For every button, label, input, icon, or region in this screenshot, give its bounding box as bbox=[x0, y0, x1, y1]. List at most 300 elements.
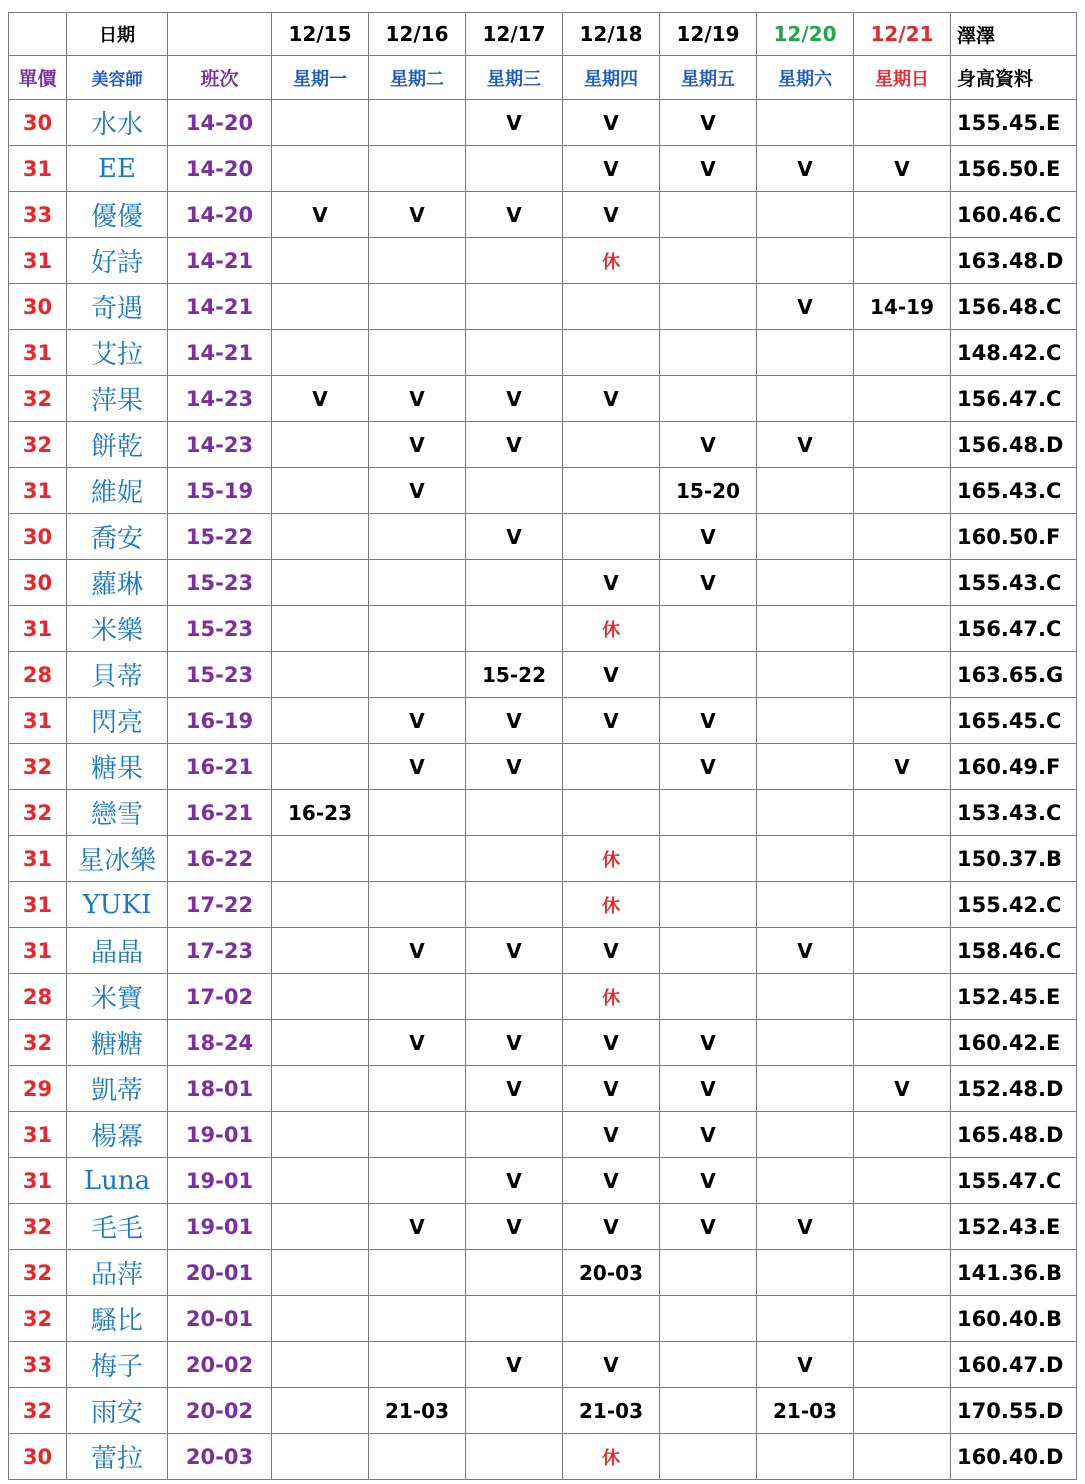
schedule-mark: V bbox=[757, 284, 854, 330]
table-row bbox=[9, 238, 1077, 284]
schedule-cell bbox=[369, 882, 466, 928]
price-cell: 29 bbox=[9, 1066, 67, 1112]
schedule-cell bbox=[854, 100, 951, 146]
schedule-cell bbox=[272, 974, 369, 1020]
schedule-cell bbox=[757, 1112, 854, 1158]
schedule-cell bbox=[757, 974, 854, 1020]
schedule-cell bbox=[757, 560, 854, 606]
shift-cell: 20-02 bbox=[168, 1342, 272, 1388]
schedule-mark: V bbox=[563, 1342, 660, 1388]
table-row bbox=[9, 652, 1077, 698]
height-cell: 156.48.C bbox=[951, 284, 1077, 330]
table-row bbox=[9, 974, 1077, 1020]
schedule-mark: V bbox=[563, 928, 660, 974]
schedule-cell bbox=[272, 1020, 369, 1066]
schedule-cell bbox=[466, 238, 563, 284]
schedule-cell bbox=[272, 514, 369, 560]
height-cell: 155.47.C bbox=[951, 1158, 1077, 1204]
shift-cell: 18-01 bbox=[168, 1066, 272, 1112]
schedule-cell bbox=[854, 652, 951, 698]
shift-cell: 19-01 bbox=[168, 1204, 272, 1250]
schedule-cell bbox=[272, 882, 369, 928]
schedule-cell bbox=[854, 376, 951, 422]
schedule-cell bbox=[660, 1342, 757, 1388]
header-row-weekdays bbox=[9, 56, 1077, 100]
schedule-cell bbox=[757, 192, 854, 238]
schedule-cell bbox=[563, 422, 660, 468]
table-row bbox=[9, 1296, 1077, 1342]
table-row bbox=[9, 1204, 1077, 1250]
schedule-cell bbox=[466, 560, 563, 606]
stylist-name: 好詩 bbox=[67, 238, 168, 284]
schedule-mark: V bbox=[369, 698, 466, 744]
table-row bbox=[9, 1342, 1077, 1388]
shift-cell: 14-21 bbox=[168, 284, 272, 330]
price-cell: 32 bbox=[9, 376, 67, 422]
height-cell: 156.47.C bbox=[951, 376, 1077, 422]
shift-cell: 17-23 bbox=[168, 928, 272, 974]
schedule-cell bbox=[854, 1296, 951, 1342]
price-cell: 30 bbox=[9, 284, 67, 330]
schedule-mark: V bbox=[466, 422, 563, 468]
schedule-cell bbox=[757, 882, 854, 928]
schedule-cell bbox=[757, 744, 854, 790]
schedule-cell bbox=[466, 330, 563, 376]
stylist-name: 米寶 bbox=[67, 974, 168, 1020]
schedule-cell bbox=[854, 560, 951, 606]
stylist-name: Luna bbox=[67, 1158, 168, 1204]
shift-cell: 14-20 bbox=[168, 192, 272, 238]
schedule-cell bbox=[563, 744, 660, 790]
schedule-mark: V bbox=[466, 744, 563, 790]
weekday-header: 星期四 bbox=[563, 56, 660, 100]
schedule-mark: V bbox=[466, 1342, 563, 1388]
shift-cell: 17-02 bbox=[168, 974, 272, 1020]
schedule-mark: V bbox=[369, 468, 466, 514]
weekday-header: 星期三 bbox=[466, 56, 563, 100]
price-cell: 30 bbox=[9, 560, 67, 606]
price-cell: 31 bbox=[9, 836, 67, 882]
date-header: 12/15 bbox=[272, 13, 369, 56]
schedule-cell bbox=[757, 790, 854, 836]
price-cell: 31 bbox=[9, 1112, 67, 1158]
schedule-cell bbox=[369, 330, 466, 376]
shift-cell: 17-22 bbox=[168, 882, 272, 928]
schedule-mark: 14-19 bbox=[854, 284, 951, 330]
schedule-cell bbox=[854, 238, 951, 284]
date-header: 12/16 bbox=[369, 13, 466, 56]
schedule-cell bbox=[757, 1158, 854, 1204]
schedule-mark: 15-20 bbox=[660, 468, 757, 514]
table-row bbox=[9, 146, 1077, 192]
shift-cell: 20-02 bbox=[168, 1388, 272, 1434]
schedule-mark: V bbox=[757, 928, 854, 974]
table-row bbox=[9, 284, 1077, 330]
table-row bbox=[9, 560, 1077, 606]
schedule-mark: V bbox=[466, 1066, 563, 1112]
schedule-cell bbox=[272, 1388, 369, 1434]
table-row bbox=[9, 790, 1077, 836]
height-cell: 163.65.G bbox=[951, 652, 1077, 698]
schedule-mark: V bbox=[466, 376, 563, 422]
height-cell: 152.48.D bbox=[951, 1066, 1077, 1112]
schedule-mark: V bbox=[563, 192, 660, 238]
schedule-cell bbox=[854, 882, 951, 928]
schedule-mark: 16-23 bbox=[272, 790, 369, 836]
schedule-cell bbox=[369, 974, 466, 1020]
schedule-mark: V bbox=[854, 1066, 951, 1112]
schedule-cell bbox=[272, 284, 369, 330]
schedule-mark: V bbox=[369, 422, 466, 468]
schedule-mark: V bbox=[660, 698, 757, 744]
schedule-mark: V bbox=[272, 376, 369, 422]
schedule-cell bbox=[272, 560, 369, 606]
schedule-mark: V bbox=[757, 146, 854, 192]
rest-day-mark: 休 bbox=[563, 836, 660, 882]
schedule-cell bbox=[466, 1388, 563, 1434]
stylist-name: 奇遇 bbox=[67, 284, 168, 330]
height-label: 身高資料 bbox=[951, 56, 1077, 100]
shift-cell: 20-03 bbox=[168, 1434, 272, 1480]
stylist-name: 騷比 bbox=[67, 1296, 168, 1342]
schedule-mark: 21-03 bbox=[757, 1388, 854, 1434]
schedule-cell bbox=[757, 652, 854, 698]
schedule-mark: V bbox=[563, 1158, 660, 1204]
table-row bbox=[9, 100, 1077, 146]
schedule-cell bbox=[854, 1204, 951, 1250]
stylist-name: 楊冪 bbox=[67, 1112, 168, 1158]
table-row bbox=[9, 928, 1077, 974]
shift-cell: 16-19 bbox=[168, 698, 272, 744]
table-row bbox=[9, 1250, 1077, 1296]
schedule-cell bbox=[466, 284, 563, 330]
schedule-mark: V bbox=[660, 1204, 757, 1250]
price-cell: 33 bbox=[9, 1342, 67, 1388]
table-row bbox=[9, 606, 1077, 652]
schedule-mark: V bbox=[563, 698, 660, 744]
schedule-cell bbox=[854, 514, 951, 560]
schedule-cell bbox=[563, 468, 660, 514]
schedule-cell bbox=[854, 1112, 951, 1158]
price-cell: 32 bbox=[9, 1250, 67, 1296]
stylist-name: 蕾拉 bbox=[67, 1434, 168, 1480]
schedule-cell bbox=[272, 468, 369, 514]
schedule-mark: V bbox=[660, 514, 757, 560]
stylist-name: 米樂 bbox=[67, 606, 168, 652]
schedule-mark: V bbox=[272, 192, 369, 238]
shift-cell: 18-24 bbox=[168, 1020, 272, 1066]
schedule-mark: V bbox=[369, 744, 466, 790]
shift-cell: 14-20 bbox=[168, 100, 272, 146]
schedule-cell bbox=[369, 1066, 466, 1112]
shift-cell: 15-23 bbox=[168, 560, 272, 606]
stylist-name: 糖糖 bbox=[67, 1020, 168, 1066]
weekday-header: 星期六 bbox=[757, 56, 854, 100]
shift-cell: 15-23 bbox=[168, 652, 272, 698]
schedule-cell bbox=[757, 238, 854, 284]
schedule-cell bbox=[660, 1296, 757, 1342]
schedule-cell bbox=[660, 238, 757, 284]
schedule-cell bbox=[757, 468, 854, 514]
schedule-cell bbox=[272, 422, 369, 468]
schedule-mark: V bbox=[660, 422, 757, 468]
price-cell: 30 bbox=[9, 1434, 67, 1480]
height-cell: 165.43.C bbox=[951, 468, 1077, 514]
shift-cell: 20-01 bbox=[168, 1296, 272, 1342]
schedule-cell bbox=[272, 1204, 369, 1250]
schedule-mark: V bbox=[466, 1158, 563, 1204]
height-cell: 160.40.D bbox=[951, 1434, 1077, 1480]
stylist-name: 優優 bbox=[67, 192, 168, 238]
schedule-mark: 21-03 bbox=[369, 1388, 466, 1434]
shift-cell: 14-20 bbox=[168, 146, 272, 192]
schedule-cell bbox=[660, 330, 757, 376]
schedule-cell bbox=[369, 606, 466, 652]
schedule-cell bbox=[660, 836, 757, 882]
price-cell: 32 bbox=[9, 422, 67, 468]
table-row bbox=[9, 744, 1077, 790]
schedule-cell bbox=[272, 1158, 369, 1204]
blank-header-cell bbox=[168, 13, 272, 56]
schedule-cell bbox=[854, 1020, 951, 1066]
rest-day-mark: 休 bbox=[563, 1434, 660, 1480]
schedule-cell bbox=[854, 1342, 951, 1388]
schedule-cell bbox=[272, 1434, 369, 1480]
price-cell: 32 bbox=[9, 1204, 67, 1250]
schedule-cell bbox=[854, 1434, 951, 1480]
height-cell: 155.42.C bbox=[951, 882, 1077, 928]
height-cell: 160.40.B bbox=[951, 1296, 1077, 1342]
schedule-cell bbox=[272, 836, 369, 882]
schedule-mark: 21-03 bbox=[563, 1388, 660, 1434]
schedule-cell bbox=[660, 192, 757, 238]
rest-day-mark: 休 bbox=[563, 974, 660, 1020]
height-cell: 170.55.D bbox=[951, 1388, 1077, 1434]
schedule-cell bbox=[369, 1250, 466, 1296]
height-cell: 156.50.E bbox=[951, 146, 1077, 192]
price-cell: 31 bbox=[9, 698, 67, 744]
schedule-rows bbox=[9, 100, 1077, 1480]
schedule-mark: V bbox=[660, 560, 757, 606]
corner-cell bbox=[9, 13, 67, 56]
schedule-cell bbox=[757, 1296, 854, 1342]
schedule-mark: V bbox=[563, 1066, 660, 1112]
schedule-mark: V bbox=[563, 1112, 660, 1158]
schedule-cell bbox=[272, 1112, 369, 1158]
price-cell: 31 bbox=[9, 606, 67, 652]
schedule-cell bbox=[757, 376, 854, 422]
schedule-mark: V bbox=[660, 1066, 757, 1112]
schedule-cell bbox=[563, 790, 660, 836]
schedule-cell bbox=[466, 1112, 563, 1158]
stylist-name: 水水 bbox=[67, 100, 168, 146]
shift-cell: 16-22 bbox=[168, 836, 272, 882]
price-cell: 33 bbox=[9, 192, 67, 238]
height-cell: 152.43.E bbox=[951, 1204, 1077, 1250]
schedule-mark: V bbox=[369, 928, 466, 974]
stylist-name: 貝蒂 bbox=[67, 652, 168, 698]
schedule-cell bbox=[660, 284, 757, 330]
schedule-cell bbox=[563, 330, 660, 376]
schedule-cell bbox=[660, 1388, 757, 1434]
price-cell: 31 bbox=[9, 238, 67, 284]
height-cell: 155.43.C bbox=[951, 560, 1077, 606]
schedule-cell bbox=[466, 1296, 563, 1342]
price-cell: 31 bbox=[9, 1158, 67, 1204]
stylist-name: 萍果 bbox=[67, 376, 168, 422]
schedule-cell bbox=[757, 514, 854, 560]
price-cell: 30 bbox=[9, 100, 67, 146]
height-cell: 160.47.D bbox=[951, 1342, 1077, 1388]
stylist-name: EE bbox=[67, 146, 168, 192]
date-header: 12/18 bbox=[563, 13, 660, 56]
stylist-name: 閃亮 bbox=[67, 698, 168, 744]
schedule-mark: V bbox=[757, 422, 854, 468]
schedule-cell bbox=[466, 1250, 563, 1296]
schedule-cell bbox=[854, 192, 951, 238]
schedule-cell bbox=[854, 698, 951, 744]
price-cell: 31 bbox=[9, 468, 67, 514]
schedule-cell bbox=[466, 606, 563, 652]
height-cell: 158.46.C bbox=[951, 928, 1077, 974]
stylist-name: YUKI bbox=[67, 882, 168, 928]
schedule-cell bbox=[272, 238, 369, 284]
schedule-cell bbox=[660, 376, 757, 422]
schedule-cell bbox=[757, 100, 854, 146]
schedule-cell bbox=[272, 100, 369, 146]
schedule-cell bbox=[272, 606, 369, 652]
schedule-mark: V bbox=[466, 698, 563, 744]
header-row-dates bbox=[9, 13, 1077, 56]
schedule-mark: V bbox=[369, 1204, 466, 1250]
shift-cell: 19-01 bbox=[168, 1112, 272, 1158]
shift-cell: 14-21 bbox=[168, 330, 272, 376]
stylist-name: 糖果 bbox=[67, 744, 168, 790]
schedule-cell bbox=[272, 652, 369, 698]
schedule-mark: V bbox=[466, 1204, 563, 1250]
schedule-cell bbox=[854, 928, 951, 974]
schedule-mark: V bbox=[660, 146, 757, 192]
rest-day-mark: 休 bbox=[563, 238, 660, 284]
height-cell: 163.48.D bbox=[951, 238, 1077, 284]
height-cell: 156.48.D bbox=[951, 422, 1077, 468]
schedule-cell bbox=[660, 1434, 757, 1480]
schedule-cell bbox=[272, 928, 369, 974]
schedule-mark: V bbox=[854, 146, 951, 192]
schedule-cell bbox=[757, 1250, 854, 1296]
shift-cell: 14-21 bbox=[168, 238, 272, 284]
schedule-mark: V bbox=[466, 1020, 563, 1066]
table-row bbox=[9, 882, 1077, 928]
schedule-mark: V bbox=[757, 1204, 854, 1250]
date-header-saturday: 12/20 bbox=[757, 13, 854, 56]
stylist-name: 餅乾 bbox=[67, 422, 168, 468]
schedule-cell bbox=[466, 974, 563, 1020]
height-cell: 155.45.E bbox=[951, 100, 1077, 146]
price-cell: 32 bbox=[9, 744, 67, 790]
schedule-mark: V bbox=[466, 192, 563, 238]
table-row bbox=[9, 514, 1077, 560]
schedule-mark: V bbox=[660, 1020, 757, 1066]
schedule-mark: V bbox=[466, 928, 563, 974]
schedule-cell bbox=[272, 1250, 369, 1296]
schedule-mark: V bbox=[563, 1020, 660, 1066]
stylist-name: 品萍 bbox=[67, 1250, 168, 1296]
height-owner-header: 澤澤 bbox=[951, 13, 1077, 56]
price-cell: 31 bbox=[9, 146, 67, 192]
schedule-cell bbox=[369, 238, 466, 284]
schedule-cell bbox=[466, 790, 563, 836]
date-header: 12/19 bbox=[660, 13, 757, 56]
schedule-cell bbox=[272, 1066, 369, 1112]
schedule-mark: V bbox=[563, 146, 660, 192]
height-cell: 160.46.C bbox=[951, 192, 1077, 238]
schedule-cell bbox=[272, 330, 369, 376]
schedule-cell bbox=[660, 928, 757, 974]
price-cell: 28 bbox=[9, 974, 67, 1020]
height-cell: 156.47.C bbox=[951, 606, 1077, 652]
shift-cell: 15-22 bbox=[168, 514, 272, 560]
schedule-cell bbox=[757, 698, 854, 744]
schedule-cell bbox=[854, 1158, 951, 1204]
schedule-mark: V bbox=[660, 1112, 757, 1158]
schedule-mark: V bbox=[660, 744, 757, 790]
schedule-cell bbox=[854, 1388, 951, 1434]
schedule-cell bbox=[369, 1342, 466, 1388]
schedule-table bbox=[8, 12, 1077, 1480]
schedule-cell bbox=[660, 1250, 757, 1296]
schedule-cell bbox=[466, 468, 563, 514]
schedule-mark: V bbox=[563, 100, 660, 146]
table-row bbox=[9, 1434, 1077, 1480]
price-cell: 31 bbox=[9, 330, 67, 376]
schedule-cell bbox=[466, 146, 563, 192]
schedule-cell bbox=[854, 836, 951, 882]
height-cell: 165.48.D bbox=[951, 1112, 1077, 1158]
schedule-mark: V bbox=[369, 1020, 466, 1066]
schedule-mark: V bbox=[563, 652, 660, 698]
schedule-cell bbox=[369, 514, 466, 560]
price-cell: 32 bbox=[9, 790, 67, 836]
schedule-cell bbox=[369, 790, 466, 836]
schedule-cell bbox=[563, 284, 660, 330]
schedule-cell bbox=[757, 606, 854, 652]
schedule-mark: V bbox=[466, 514, 563, 560]
schedule-mark: V bbox=[757, 1342, 854, 1388]
schedule-cell bbox=[369, 1296, 466, 1342]
stylist-name: 晶晶 bbox=[67, 928, 168, 974]
weekday-header-sunday: 星期日 bbox=[854, 56, 951, 100]
schedule-cell bbox=[466, 836, 563, 882]
stylist-name: 艾拉 bbox=[67, 330, 168, 376]
price-cell: 32 bbox=[9, 1020, 67, 1066]
schedule-cell bbox=[757, 1434, 854, 1480]
shift-label: 班次 bbox=[168, 56, 272, 100]
shift-cell: 16-21 bbox=[168, 790, 272, 836]
schedule-cell bbox=[854, 974, 951, 1020]
stylist-name: 維妮 bbox=[67, 468, 168, 514]
schedule-cell bbox=[854, 790, 951, 836]
stylist-label: 美容師 bbox=[67, 56, 168, 100]
schedule-cell bbox=[660, 652, 757, 698]
schedule-cell bbox=[369, 146, 466, 192]
height-cell: 152.45.E bbox=[951, 974, 1077, 1020]
rest-day-mark: 休 bbox=[563, 882, 660, 928]
table-row bbox=[9, 1020, 1077, 1066]
shift-cell: 14-23 bbox=[168, 422, 272, 468]
table-row bbox=[9, 1066, 1077, 1112]
price-cell: 30 bbox=[9, 514, 67, 560]
